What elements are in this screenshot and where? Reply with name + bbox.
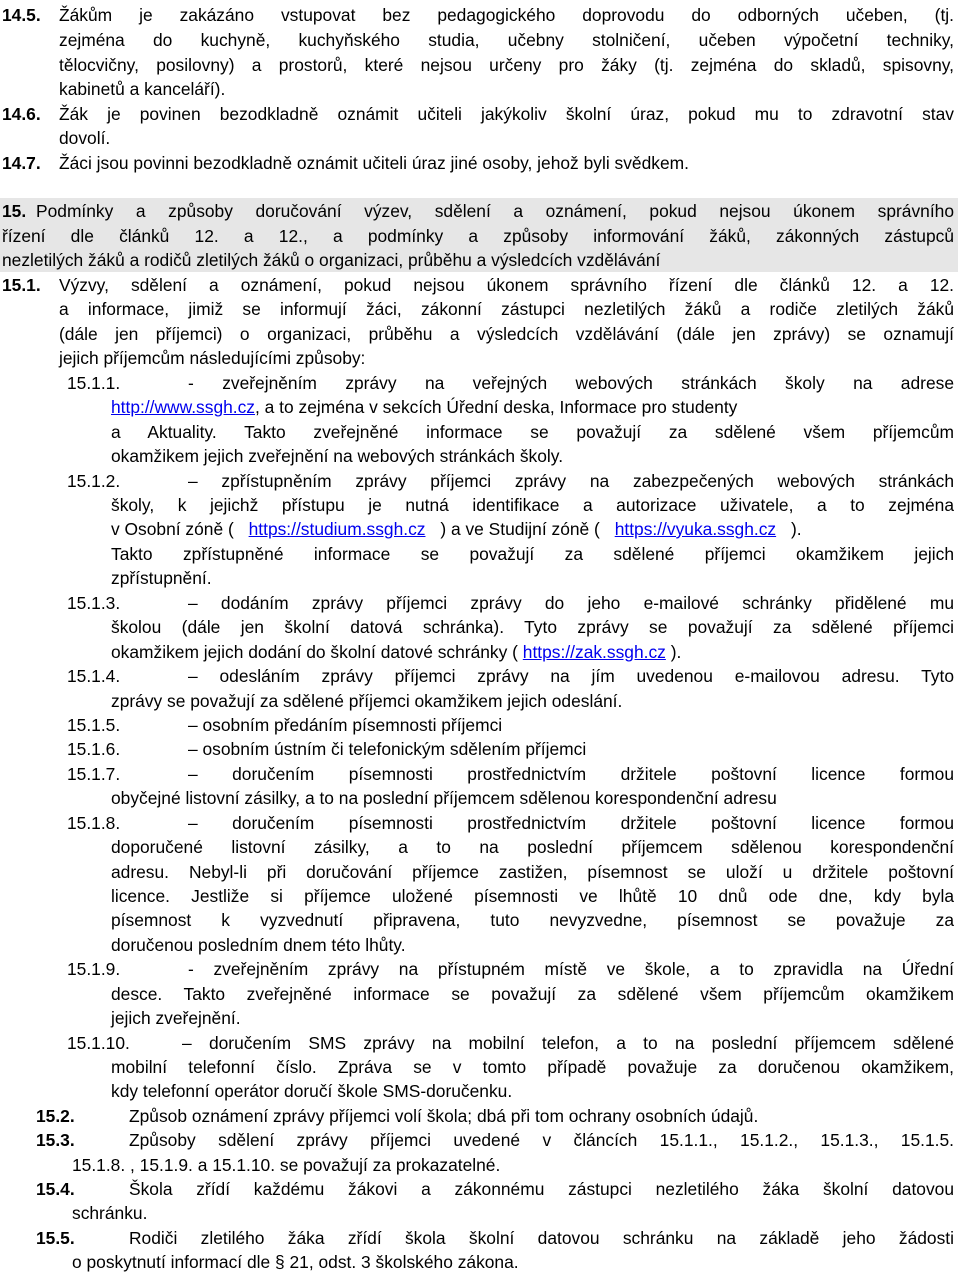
text-line: mobilní telefonní číslo. Zpráva se v tomto případě považuje za doručenou okamžikem, [111, 1057, 954, 1077]
text-line: , a to zejména v sekcích Úřední deska, Informace pro studenty [255, 397, 738, 417]
text-line: písemnost k vyzvednutí připravena, tuto nevyzvedne, písemnost se považuje za [111, 910, 954, 930]
text-line: - zveřejněním zprávy na přístupném místě ve škole, a to zpravidla na Úřední [188, 959, 954, 979]
text-line: – odesláním zprávy příjemci zprávy na jím uvedenou e-mailovou adresu. Tyto [188, 666, 954, 686]
text-line: – osobním ústním či telefonickým sdělením příjemci [188, 739, 587, 759]
text-line: Žák je povinen bezodkladně oznámit učiteli jakýkoliv školní úraz, pokud mu to zdravotní stav [59, 104, 954, 124]
text-line: Takto zpřístupněné informace se považují za sdělené příjemci okamžikem jejich [111, 544, 954, 564]
item-number: 15.1.4. [67, 666, 121, 686]
text-line: - zveřejněním zprávy na veřejných webových stránkách školy na adrese [188, 373, 954, 393]
text-fragment: okamžikem jejich dodání do školní datové schránky ( [111, 642, 518, 662]
item-number: 15.1.8. [67, 813, 121, 833]
section-number: 15.5. [36, 1228, 75, 1248]
text-line: – dodáním zprávy příjemci zprávy do jeho e-mailové schránky přidělené mu [188, 593, 954, 613]
item-number: 15.1.6. [67, 739, 121, 759]
text-line: 15.1.8. , 15.1.9. a 15.1.10. se považují za prokazatelné. [72, 1155, 501, 1175]
text-line: zprávy se považují za sdělené příjemci okamžikem jejich odeslání. [111, 691, 623, 711]
text-line: – doručením písemnosti prostřednictvím držitele poštovní licence formou [188, 813, 954, 833]
item-number: 15.1.3. [67, 593, 121, 613]
text-line: obyčejné listovní zásilky, a to na poslední příjemcem sdělenou korespondenční adresu [111, 788, 777, 808]
text-line: Způsoby sdělení zprávy příjemci uvedené v článcích 15.1.1., 15.1.2., 15.1.3., 15.1.5. [129, 1130, 954, 1150]
text-line: – zpřístupněním zprávy příjemci zprávy na zabezpečených webových stránkách [188, 471, 954, 491]
text-line: o poskytnutí informací dle § 21, odst. 3 školského zákona. [72, 1252, 519, 1272]
text-line: dovolí. [59, 128, 111, 148]
text-line: zejména do kuchyně, kuchyňského studia, učebny stolničení, učeben výpočetní techniky, [59, 30, 954, 50]
text-line: a Aktuality. Takto zveřejněné informace se považují za sdělené všem příjemcům [111, 422, 954, 442]
text-line: Žáci jsou povinni bezodkladně oznámit učiteli úraz jiné osoby, jehož byli svědkem. [59, 153, 689, 173]
text-line: – osobním předáním písemnosti příjemci [188, 715, 503, 735]
text-fragment: ) a ve Studijní zóně ( [440, 519, 600, 539]
text-line: zpřístupnění. [111, 568, 212, 588]
item-number: 15.1.10. [67, 1033, 130, 1053]
text-line: (dále jen příjemci) o organizaci, průběhu a výsledcích vzdělávání (dále jen zprávy) se oznamují [59, 324, 954, 344]
text-line: desce. Takto zveřejněné informace se považují za sdělené všem příjemcům okamžikem [111, 984, 954, 1004]
item-number: 15.1.9. [67, 959, 121, 979]
text-line: školy, k jejichž přístupu je nutná identifikace a autorizace uživatele, a to zejména [111, 495, 954, 515]
text-line: – doručením SMS zprávy na mobilní telefon, a to na poslední příjemcem sdělené [182, 1033, 954, 1053]
item-number: 15.1.2. [67, 471, 121, 491]
text-line: adresu. Nebyl-li při doručování příjemce zastižen, písemnost se uloží u držitele poštovní [111, 862, 954, 882]
zak-link[interactable]: https://zak.ssgh.cz [522, 642, 666, 662]
text-line: kabinetů a kanceláří). [59, 79, 226, 99]
section-number: 15.3. [36, 1130, 75, 1150]
vyuka-link[interactable]: https://vyuka.ssgh.cz [614, 519, 777, 539]
heading-line: řízení dle článků 12. a 12., a podmínky a způsoby informování žáků, zákonných zástupců [2, 226, 954, 246]
section-number: 15.4. [36, 1179, 75, 1199]
section-number: 14.7. [2, 153, 41, 173]
section-number: 14.5. [2, 5, 41, 25]
section-number: 15.1. [2, 275, 41, 295]
text-line: jejich příjemcům následujícími způsoby: [59, 348, 366, 368]
section-number: 15.2. [36, 1106, 75, 1126]
text-fragment: ). [670, 642, 682, 662]
heading-line: nezletilých žáků a rodičů zletilých žáků o organizaci, průběhu a výsledcích vzdělávání [2, 250, 661, 270]
section-number: 15. [2, 201, 27, 221]
text-line: doporučené listovní zásilky, a to na poslední příjemcem sdělenou korespondenční [111, 837, 954, 857]
item-number: 15.1.5. [67, 715, 121, 735]
heading-line: Podmínky a způsoby doručování výzev, sdělení a oznámení, pokud nejsou úkonem správního [36, 201, 954, 221]
text-line: Rodiči zletilého žáka zřídí škola školní datovou schránku na základě jeho žádosti [129, 1228, 954, 1248]
item-number: 15.1.1. [67, 373, 121, 393]
text-line: licence. Jestliže si příjemce uložené písemnosti ve lhůtě 10 dnů ode dne, kdy byla [111, 886, 954, 906]
text-line: jejich zveřejnění. [111, 1008, 241, 1028]
text-fragment: v Osobní zóně ( [111, 519, 234, 539]
text-line: okamžikem jejich zveřejnění na webových stránkách školy. [111, 446, 564, 466]
section-number: 14.6. [2, 104, 41, 124]
text-line: a informace, jimiž se informují žáci, zákonní zástupci nezletilých žáků a rodiče zletilých žáků [59, 299, 954, 319]
text-line: Žákům je zakázáno vstupovat bez pedagogického doprovodu do odborných učeben, (tj. [59, 5, 954, 25]
text-line: Škola zřídí každému žákovi a zákonnému zástupci nezletilého žáka školní datovou [129, 1179, 954, 1199]
text-line: Výzvy, sdělení a oznámení, pokud nejsou úkonem správního řízení dle článků 12. a 12. [59, 275, 954, 295]
text-line: kdy telefonní operátor doručí škole SMS-doručenku. [111, 1081, 513, 1101]
text-line: – doručením písemnosti prostřednictvím držitele poštovní licence formou [188, 764, 954, 784]
text-line: školou (dále jen školní datová schránka). Tyto zprávy se považují za sdělené příjemci [111, 617, 954, 637]
text-line: schránku. [72, 1203, 148, 1223]
text-line: tělocvičny, posilovny) a prostorů, které nejsou určeny pro žáky (tj. zejména do skladů, spisovny, [59, 55, 954, 75]
studium-link[interactable]: https://studium.ssgh.cz [248, 519, 426, 539]
website-link[interactable]: http://www.ssgh.cz [111, 397, 256, 417]
item-number: 15.1.7. [67, 764, 121, 784]
text-fragment: ). [790, 519, 802, 539]
text-line: doručenou posledním dnem této lhůty. [111, 935, 406, 955]
text-line: Způsob oznámení zprávy příjemci volí škola; dbá při tom ochrany osobních údajů. [129, 1106, 759, 1126]
